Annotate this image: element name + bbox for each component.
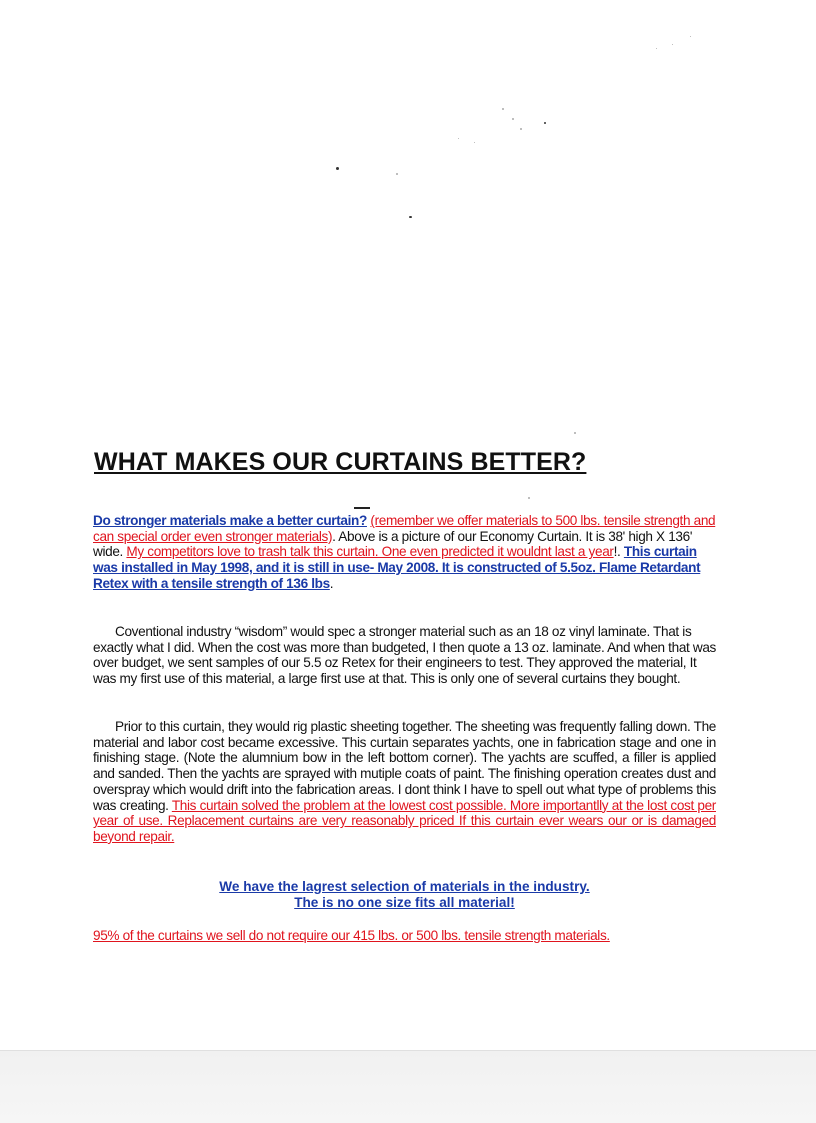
prior-text: Prior to this curtain, they would rig plastic sheeting together. The sheeting was frequently falling down. The material and labor cost became excessive. This curtain separates yachts, one in fabrication stage and one in finishing stage. (Note the alumnium bow in the left bottom corner). The yachts are scuffed, a filler is applied and sanded. Then the yachts are sprayed with mutiple coats of paint. The finishing operation creates dust and overspray which would drift into the fabrication areas. I dont think I have to spell out what type of problems this was creating. [93, 719, 716, 813]
intro-paragraph [93, 513, 716, 592]
dust-speck [672, 44, 673, 45]
intro-question: Do stronger materials make a better curtain? [93, 513, 367, 528]
prior-paragraph [93, 719, 716, 845]
selection-callout [93, 879, 716, 911]
installation-note: This curtain was installed in May 1998, and it is still in use- May 2008. It is constructed of 5.5oz. Flame Retardant Retex with a tensile strength of 136 lbs [93, 544, 701, 591]
dust-speck [528, 497, 530, 499]
competitors-note: My competitors love to trash talk this curtain. One even predicted it wouldnt last a year [126, 544, 614, 560]
dust-speck [520, 128, 522, 130]
intro-aside: (remember we offer materials to 500 lbs. tensile strength and can special order even stronger materials) [93, 513, 716, 544]
intro-text-2: !. [613, 544, 624, 560]
selection-line-1: We have the lagrest selection of materials in the industry. [219, 879, 590, 894]
dust-speck [512, 118, 514, 120]
dust-speck [474, 142, 475, 143]
dust-speck [458, 138, 459, 139]
dust-speck [544, 122, 546, 124]
dust-speck [336, 167, 339, 170]
wisdom-paragraph: Coventional industry “wisdom” would spec a stronger material such as an 18 oz vinyl laminate. That is exactly what I did. When the cost was more than budgeted, I then quote a 13 oz. laminate. And when that was over budget, we sent samples of our 5.5 oz Retex for their engineers to test. They approved the material, It was my first use of this material, a large first use at that. This is only one of several curtains they bought. [93, 624, 717, 687]
intro-text-3: . [329, 575, 334, 591]
dust-speck [409, 216, 412, 218]
stray-mark [354, 507, 370, 509]
dust-speck [574, 432, 576, 434]
scanner-edge [0, 1050, 816, 1123]
page-title: WHAT MAKES OUR CURTAINS BETTER? [94, 448, 587, 476]
dust-speck [502, 108, 504, 110]
dust-speck [690, 36, 691, 37]
intro-text: . Above is a picture of our Economy Curtain. It is 38' high X 136' wide. [93, 528, 693, 560]
selection-line-2: The is no one size fits all material! [294, 895, 515, 910]
solution-highlight: This curtain solved the problem at the lowest cost possible. More importantlly at the lost cost per year of use. Replacement curtains are very reasonably priced If this curtain ever wears our or is damaged beyond repair. [93, 797, 716, 844]
dust-speck [656, 48, 657, 49]
tensile-footnote: 95% of the curtains we sell do not require our 415 lbs. or 500 lbs. tensile strength materials. [93, 928, 610, 943]
dust-speck [396, 173, 398, 175]
